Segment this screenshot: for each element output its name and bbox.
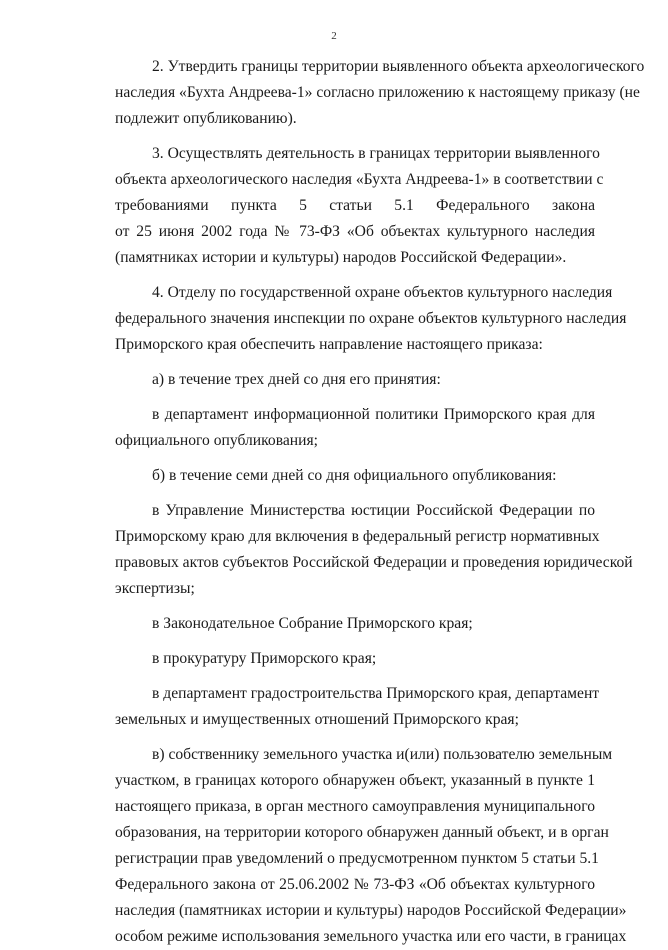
text-line: особом режиме использования земельного участка или его части, в границах (115, 928, 627, 945)
text-line: в прокуратуру Приморского края; (152, 650, 377, 667)
paragraph-item-4b-urban (78, 681, 600, 733)
text-line: подлежит опубликованию). (115, 110, 297, 127)
text-line: официального опубликования; (115, 432, 318, 449)
text-line: образования, на территории которого обнаружен данный объект, и в орган (115, 824, 609, 841)
paragraph-item-4b-ministry (78, 498, 633, 602)
paragraph-item-4v (78, 742, 627, 950)
text-line: Приморскому краю для включения в федеральный регистр нормативных (115, 528, 600, 545)
paragraph-item-4b-assembly (78, 611, 595, 637)
text-line: в департамент градостроительства Приморского края, департамент (152, 685, 600, 702)
text-line: от 25 июня 2002 года № 73-ФЗ «Об объектах культурного наследия (115, 223, 595, 240)
paragraph-item-3 (78, 141, 604, 271)
text-line: Федерального закона от 25.06.2002 № 73-ФЗ «Об объектах культурного (115, 876, 595, 893)
page-number: 2 (331, 30, 337, 42)
text-line: правовых актов субъектов Российской Федерации и проведения юридической (115, 554, 633, 571)
paragraph-item-4b (78, 463, 595, 489)
text-line: в) собственнику земельного участка и(или) пользователю земельным (152, 746, 613, 763)
text-line: земельных и имущественных отношений Приморского края; (115, 711, 519, 728)
text-line: требованиями пункта 5 статьи 5.1 Федерального закона (115, 197, 595, 214)
paragraph-item-4 (78, 280, 627, 358)
paragraph-item-2 (78, 54, 645, 132)
paragraph-item-4b-prosecutor (78, 646, 595, 672)
text-line: наследия «Бухта Андреева-1» согласно приложению к настоящему приказу (не (115, 84, 640, 101)
text-line: а) в течение трех дней со дня его принятия: (152, 371, 441, 388)
paragraph-item-4a-dept (78, 402, 595, 454)
text-line: участком, в границах которого обнаружен объект, указанный в пункте 1 (115, 772, 595, 789)
text-line: в департамент информационной политики Приморского края для (152, 406, 595, 423)
text-line: (памятниках истории и культуры) народов Российской Федерации». (115, 249, 567, 266)
text-line: объекта археологического наследия «Бухта Андреева-1» в соответствии с (115, 171, 604, 188)
text-line: 4. Отделу по государственной охране объектов культурного наследия (152, 284, 613, 301)
text-line: в Законодательное Собрание Приморского края; (152, 615, 473, 632)
paragraph-item-4a (78, 367, 595, 393)
text-line: б) в течение семи дней со дня официального опубликования: (152, 467, 557, 484)
text-line: настоящего приказа, в орган местного самоуправления муниципального (115, 798, 595, 815)
text-line: федерального значения инспекции по охране объектов культурного наследия (115, 310, 627, 327)
text-line: 2. Утвердить границы территории выявленного объекта археологического (152, 58, 645, 75)
text-line: 3. Осуществлять деятельность в границах территории выявленного (152, 145, 600, 162)
text-line: Приморского края обеспечить направление настоящего приказа: (115, 336, 543, 353)
text-line: в Управление Министерства юстиции Российской Федерации по (152, 502, 595, 519)
text-line: регистрации прав уведомлений о предусмотренном пунктом 5 статьи 5.1 (115, 850, 599, 867)
text-line: наследия (памятниках истории и культуры) народов Российской Федерации» (115, 902, 627, 919)
document-body (78, 54, 645, 950)
text-line: экспертизы; (115, 580, 195, 597)
